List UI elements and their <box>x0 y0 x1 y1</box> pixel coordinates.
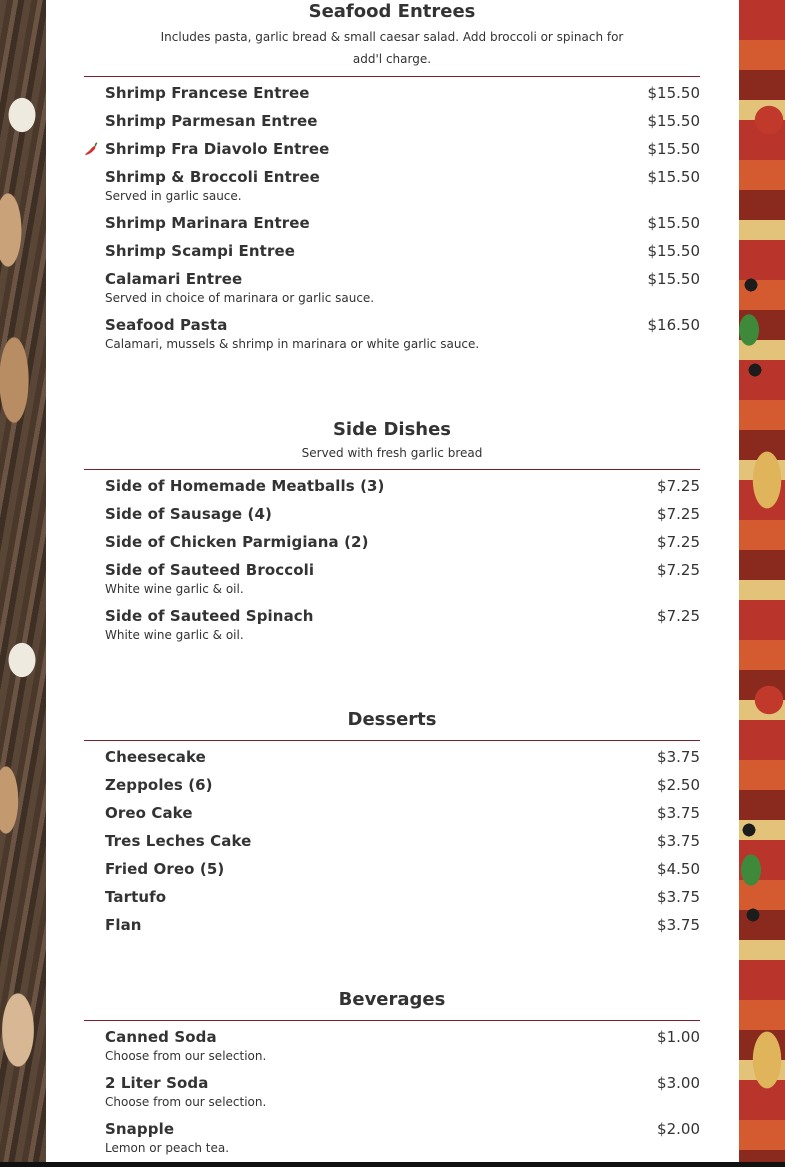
item-price: $7.25 <box>657 561 700 579</box>
item-price: $3.75 <box>657 832 700 850</box>
item-name: Snapple <box>105 1120 175 1138</box>
item-price: $15.50 <box>647 214 700 232</box>
menu-item[interactable] <box>84 135 700 163</box>
item-price: $15.50 <box>647 140 700 158</box>
item-name: Shrimp Scampi Entree <box>105 242 295 260</box>
section-desserts <box>84 708 700 939</box>
item-name: Shrimp Marinara Entree <box>105 214 310 232</box>
menu-item[interactable] <box>84 209 700 237</box>
item-description: White wine garlic & oil. <box>105 582 244 596</box>
section-divider <box>84 469 700 470</box>
item-price: $3.75 <box>657 888 700 906</box>
item-price: $7.25 <box>657 505 700 523</box>
menu-item[interactable] <box>84 528 700 556</box>
menu-item[interactable] <box>84 163 700 209</box>
item-price: $15.50 <box>647 242 700 260</box>
section-title: Seafood Entrees <box>308 1 476 22</box>
item-price: $15.50 <box>647 84 700 102</box>
item-description: Calamari, mussels & shrimp in marinara or white garlic sauce. <box>105 337 480 351</box>
menu-item[interactable] <box>84 1115 700 1161</box>
menu-item[interactable] <box>84 743 700 771</box>
menu-item[interactable] <box>84 556 700 602</box>
item-name: Shrimp Francese Entree <box>105 84 310 102</box>
item-name: Shrimp Fra Diavolo Entree <box>105 140 330 158</box>
section-beverages <box>84 988 700 1161</box>
menu-item[interactable] <box>84 265 700 311</box>
item-price: $15.50 <box>647 270 700 288</box>
menu-item[interactable] <box>84 500 700 528</box>
item-name: Side of Homemade Meatballs (3) <box>105 477 385 495</box>
section-title: Desserts <box>347 709 437 730</box>
section-divider <box>84 76 700 77</box>
item-price: $15.50 <box>647 168 700 186</box>
item-price: $3.75 <box>657 916 700 934</box>
item-name: Side of Sauteed Broccoli <box>105 561 315 579</box>
menu-item[interactable] <box>84 855 700 883</box>
item-price: $2.00 <box>657 1120 700 1138</box>
item-name: Canned Soda <box>105 1028 217 1046</box>
item-name: Flan <box>105 916 142 934</box>
menu-item[interactable] <box>84 107 700 135</box>
item-price: $7.25 <box>657 607 700 625</box>
section-title: Beverages <box>338 989 446 1010</box>
item-price: $7.25 <box>657 533 700 551</box>
item-description: Lemon or peach tea. <box>105 1141 230 1155</box>
item-name: Zeppoles (6) <box>105 776 213 794</box>
item-price: $3.75 <box>657 748 700 766</box>
menu-item[interactable] <box>84 602 700 648</box>
section-side-dishes <box>84 418 700 648</box>
menu-item[interactable] <box>84 827 700 855</box>
item-price: $3.75 <box>657 804 700 822</box>
item-price: $7.25 <box>657 477 700 495</box>
section-title: Side Dishes <box>332 419 452 440</box>
item-name: Tartufo <box>105 888 167 906</box>
section-divider <box>84 1020 700 1021</box>
item-description: Served in garlic sauce. <box>105 189 242 203</box>
wood-background-left <box>0 0 46 1167</box>
menu-item[interactable] <box>84 1069 700 1115</box>
menu-item[interactable] <box>84 883 700 911</box>
item-name: 2 Liter Soda <box>105 1074 209 1092</box>
pizza-background-right <box>739 0 785 1167</box>
menu-item[interactable] <box>84 311 700 357</box>
bottom-bar <box>0 1162 785 1167</box>
item-name: Side of Sauteed Spinach <box>105 607 314 625</box>
item-description: Choose from our selection. <box>105 1049 267 1063</box>
item-price: $15.50 <box>647 112 700 130</box>
item-name: Fried Oreo (5) <box>105 860 225 878</box>
section-divider <box>84 740 700 741</box>
item-price: $16.50 <box>647 316 700 334</box>
item-name: Cheesecake <box>105 748 206 766</box>
menu-item[interactable] <box>84 472 700 500</box>
item-name: Shrimp Parmesan Entree <box>105 112 318 130</box>
section-description: Served with fresh garlic bread <box>301 446 483 460</box>
menu-item[interactable] <box>84 771 700 799</box>
item-price: $3.00 <box>657 1074 700 1092</box>
item-name: Shrimp & Broccoli Entree <box>105 168 320 186</box>
menu-item[interactable] <box>84 799 700 827</box>
item-name: Calamari Entree <box>105 270 243 288</box>
item-name: Side of Chicken Parmigiana (2) <box>105 533 369 551</box>
menu-item[interactable] <box>84 911 700 939</box>
item-price: $2.50 <box>657 776 700 794</box>
section-description: Includes pasta, garlic bread & small caesar salad. Add broccoli or spinach for add'l charge. <box>160 30 624 66</box>
item-name: Oreo Cake <box>105 804 193 822</box>
item-name: Side of Sausage (4) <box>105 505 272 523</box>
item-price: $4.50 <box>657 860 700 878</box>
item-price: $1.00 <box>657 1028 700 1046</box>
item-name: Seafood Pasta <box>105 316 228 334</box>
item-description: Choose from our selection. <box>105 1095 267 1109</box>
menu-item[interactable] <box>84 1023 700 1069</box>
hot-pepper-icon <box>84 141 100 157</box>
section-seafood-entrees <box>84 0 700 357</box>
menu-item[interactable] <box>84 79 700 107</box>
menu-panel <box>46 0 739 1162</box>
menu-item[interactable] <box>84 237 700 265</box>
item-description: Served in choice of marinara or garlic sauce. <box>105 291 375 305</box>
item-description: White wine garlic & oil. <box>105 628 244 642</box>
item-name: Tres Leches Cake <box>105 832 252 850</box>
